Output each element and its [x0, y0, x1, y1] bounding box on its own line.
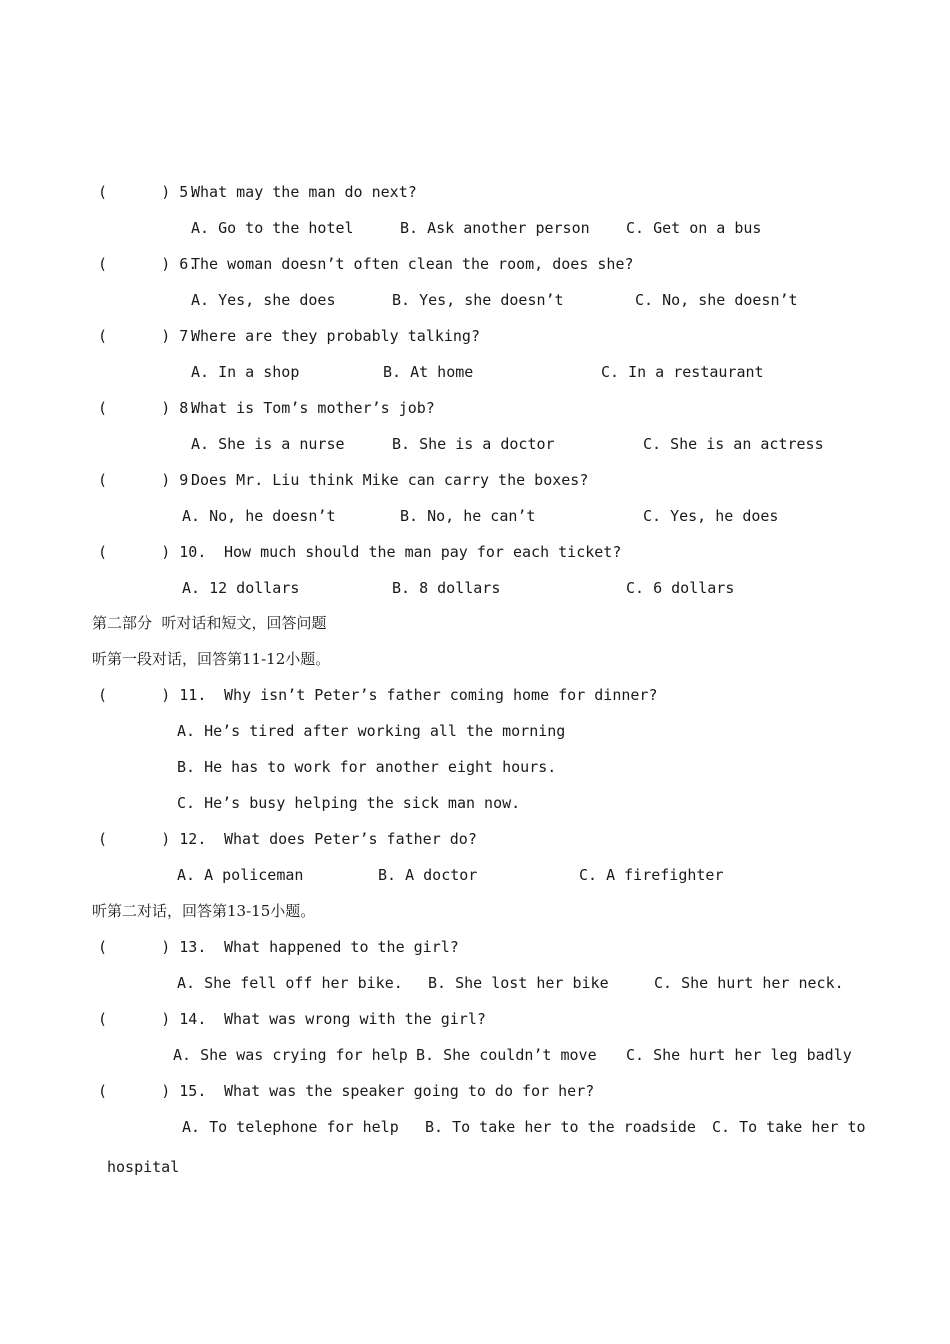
q15-question: What was the speaker going to do for her?	[224, 1082, 595, 1100]
q12-option-a: A. A policeman	[177, 866, 304, 884]
q7-question: Where are they probably talking?	[191, 327, 480, 345]
q11-question: Why isn’t Peter’s father coming home for dinner?	[224, 686, 658, 704]
q8-option-b: B. She is a doctor	[392, 435, 555, 453]
q15-blank: ( ) 15.	[98, 1082, 207, 1100]
q15-option-c: C. To take her to	[712, 1118, 866, 1136]
q14-blank: ( ) 14.	[98, 1010, 207, 1028]
q7-blank: ( ) 7.	[98, 327, 198, 345]
q14-option-b: B. She couldn’t move	[416, 1046, 597, 1064]
q5-option-c: C. Get on a bus	[626, 219, 762, 237]
q11-blank: ( ) 11.	[98, 686, 207, 704]
q12-blank: ( ) 12.	[98, 830, 207, 848]
q15-option-a: A. To telephone for help	[182, 1118, 399, 1136]
q5-question: What may the man do next?	[191, 183, 417, 201]
q7-option-a: A. In a shop	[191, 363, 300, 381]
q11-option-b: B. He has to work for another eight hours.	[177, 758, 557, 776]
q13-blank: ( ) 13.	[98, 938, 207, 956]
q9-question: Does Mr. Liu think Mike can carry the boxes?	[191, 471, 589, 489]
q13-option-a: A. She fell off her bike.	[177, 974, 403, 992]
q14-option-a: A. She was crying for help	[173, 1046, 408, 1064]
q6-option-b: B. Yes, she doesn’t	[392, 291, 564, 309]
q9-option-c: C. Yes, he does	[643, 507, 779, 525]
q6-option-a: A. Yes, she does	[191, 291, 336, 309]
q12-option-b: B. A doctor	[378, 866, 478, 884]
q13-option-b: B. She lost her bike	[428, 974, 609, 992]
q10-question: How much should the man pay for each ticket?	[224, 543, 622, 561]
q13-option-c: C. She hurt her neck.	[654, 974, 844, 992]
q8-option-a: A. She is a nurse	[191, 435, 345, 453]
q9-blank: ( ) 9.	[98, 471, 198, 489]
q6-question: The woman doesn’t often clean the room, does she?	[191, 255, 634, 273]
q10-blank: ( ) 10.	[98, 543, 207, 561]
q11-option-c: C. He’s busy helping the sick man now.	[177, 794, 521, 812]
q13-question: What happened to the girl?	[224, 938, 459, 956]
dialog1-heading: 听第一段对话，回答第11-12小题。	[92, 650, 331, 668]
q12-option-c: C. A firefighter	[579, 866, 724, 884]
q5-blank: ( ) 5.	[98, 183, 198, 201]
q5-option-a: A. Go to the hotel	[191, 219, 354, 237]
q8-option-c: C. She is an actress	[643, 435, 824, 453]
q10-option-c: C. 6 dollars	[626, 579, 735, 597]
q6-blank: ( ) 6.	[98, 255, 198, 273]
q9-option-b: B. No, he can’t	[400, 507, 536, 525]
q10-option-a: A. 12 dollars	[182, 579, 300, 597]
q11-option-a: A. He’s tired after working all the morning	[177, 722, 566, 740]
q8-question: What is Tom’s mother’s job?	[191, 399, 435, 417]
q6-option-c: C. No, she doesn’t	[635, 291, 798, 309]
q15-option-b: B. To take her to the roadside	[425, 1118, 696, 1136]
q12-question: What does Peter’s father do?	[224, 830, 477, 848]
q15-option-c-continued: hospital	[107, 1158, 180, 1176]
q7-option-b: B. At home	[383, 363, 474, 381]
dialog2-heading: 听第二对话，回答第13-15小题。	[92, 902, 316, 920]
q14-question: What was wrong with the girl?	[224, 1010, 486, 1028]
q8-blank: ( ) 8.	[98, 399, 198, 417]
part2-heading: 第二部分 听对话和短文，回答问题	[92, 614, 327, 632]
q14-option-c: C. She hurt her leg badly	[626, 1046, 852, 1064]
q7-option-c: C. In a restaurant	[601, 363, 764, 381]
q5-option-b: B. Ask another person	[400, 219, 590, 237]
q9-option-a: A. No, he doesn’t	[182, 507, 336, 525]
q10-option-b: B. 8 dollars	[392, 579, 501, 597]
